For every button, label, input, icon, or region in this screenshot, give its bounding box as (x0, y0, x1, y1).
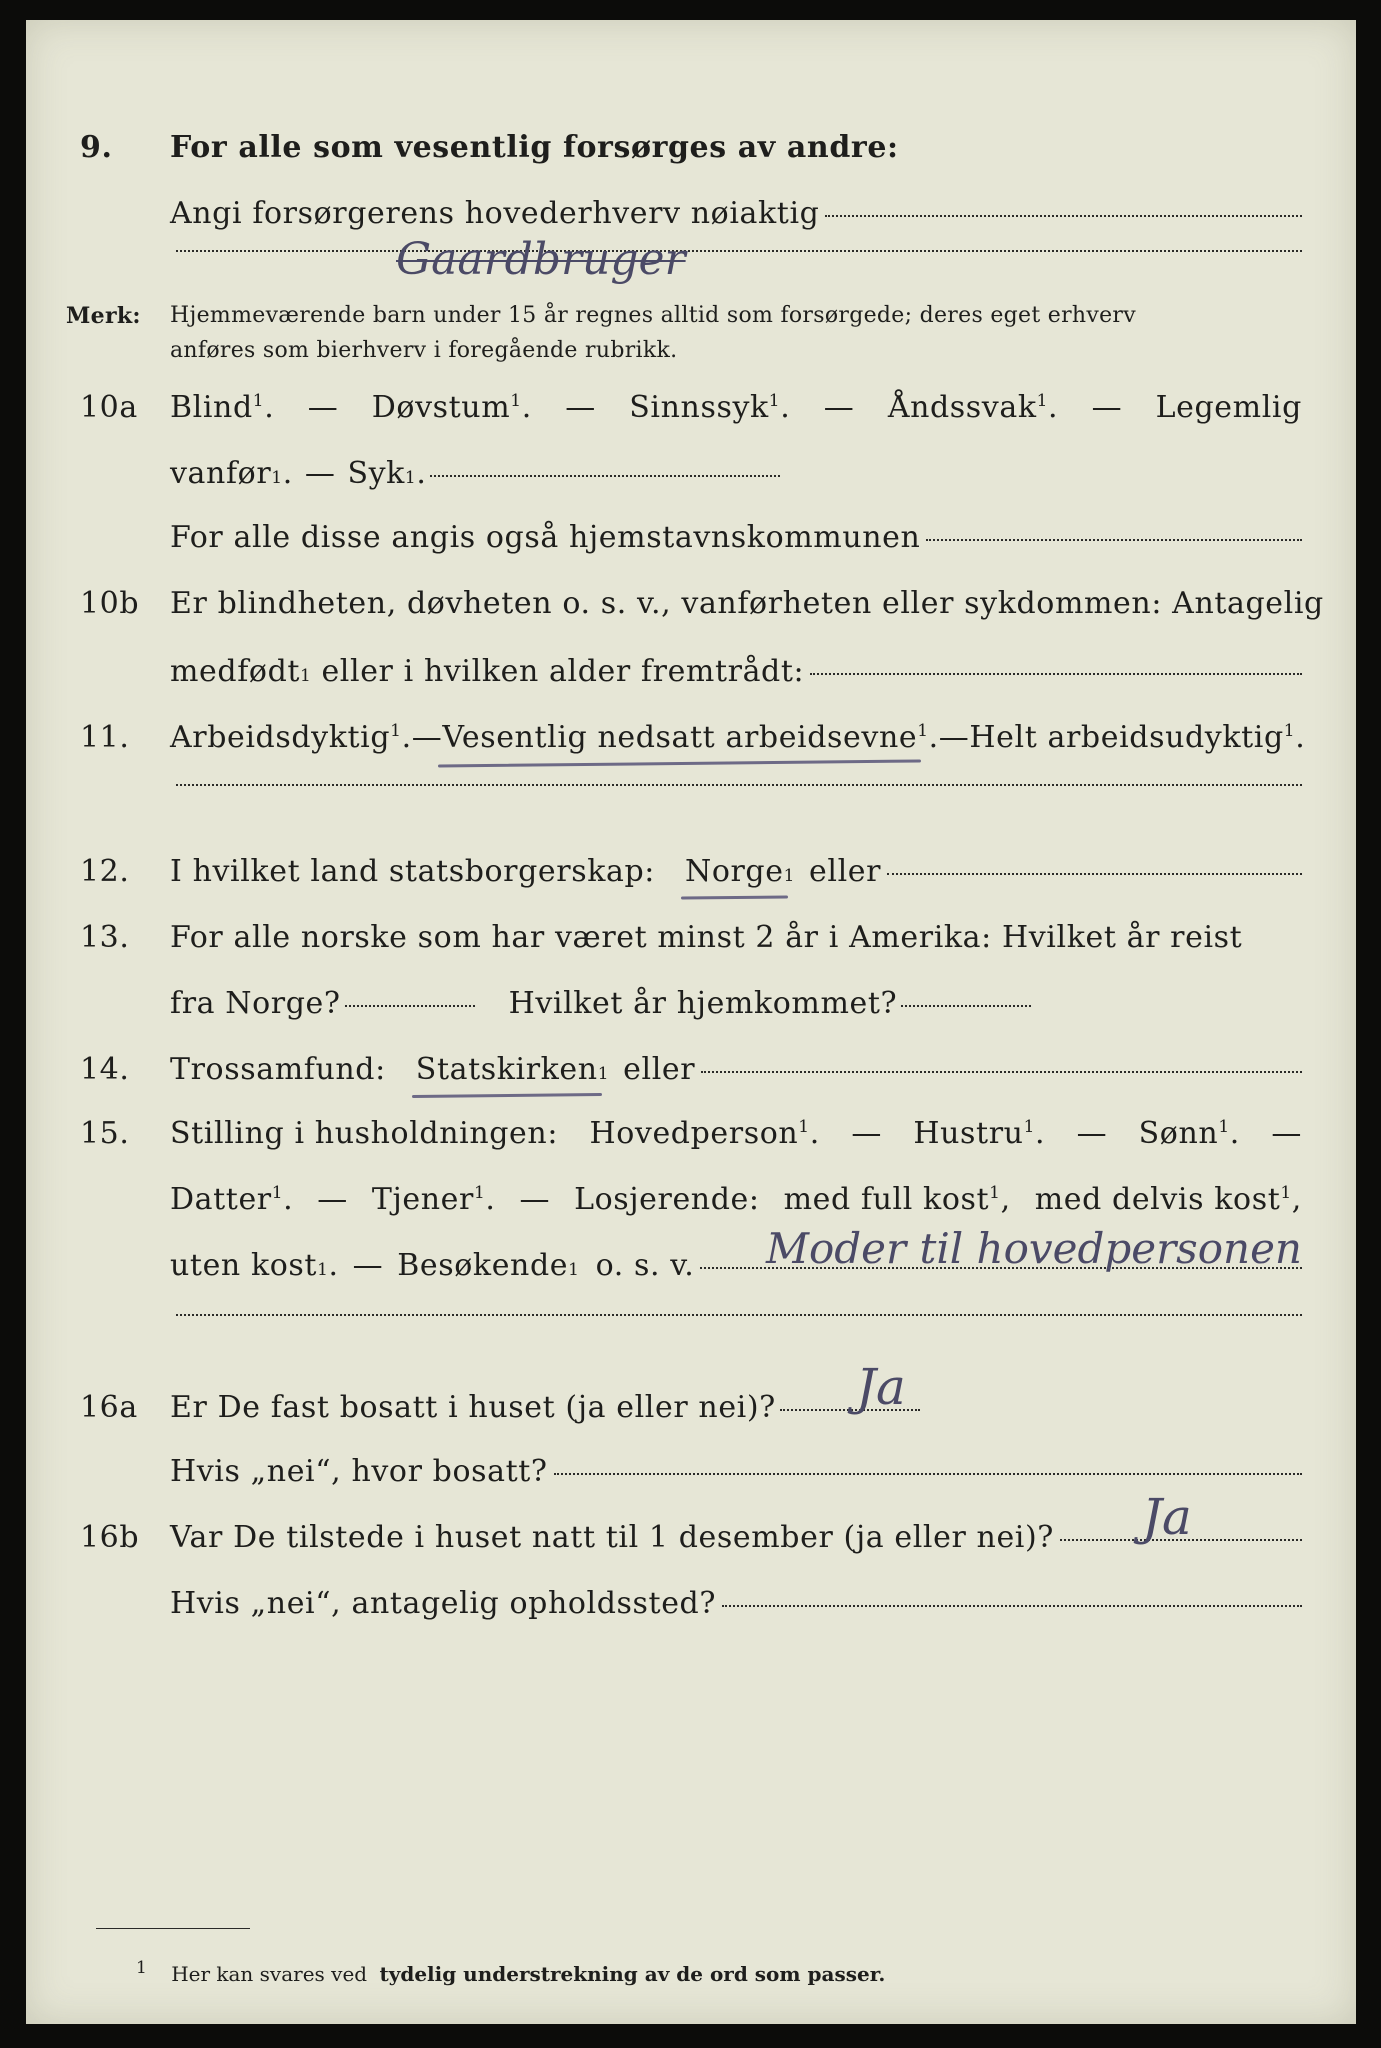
answer-line (176, 784, 1302, 786)
period: . (401, 720, 412, 755)
dash: — (304, 456, 336, 491)
dash: — (317, 1182, 348, 1217)
item-10b-line-1: Er blindheten, døvheten o. s. v., vanførheten eller sykdommen: Antagelig (170, 586, 1324, 621)
footnote-mark: 1 (271, 1183, 284, 1203)
option-andssvak: Åndssvak (887, 390, 1037, 425)
item-16b-nei-label: Hvis „nei“, antagelig opholdssted? (170, 1586, 717, 1621)
option-losjerende: Losjerende: (574, 1182, 760, 1217)
osv-label: o. s. v. (595, 1248, 695, 1283)
item-number: 12. (80, 854, 130, 889)
dash: — (1271, 1116, 1302, 1151)
option-uten-kost: uten kost (170, 1248, 318, 1283)
period: . (809, 1116, 820, 1151)
footnote-text-a: Her kan svares ved (171, 1962, 368, 1986)
item-number: 9. (80, 130, 113, 165)
footnote-mark: 1 (252, 391, 265, 411)
dash: — (938, 720, 970, 755)
item-14-label: Trossamfund: (170, 1052, 386, 1087)
period: . (1035, 1116, 1046, 1151)
dash: — (1076, 1116, 1108, 1151)
footnote-rule (96, 1928, 250, 1929)
item-number: 16b (80, 1520, 140, 1555)
item-10b-line-2: eller i hvilken alder fremtrådt: (321, 654, 805, 689)
hjemstavn-label: For alle disse angis også hjemstavnskommunen (170, 520, 921, 555)
footnote-mark: 1 (136, 1958, 147, 1979)
option-helt-udyktig: Helt arbeidsudyktig (969, 720, 1284, 755)
option-hustru: Hustru (913, 1116, 1024, 1151)
merk-line-1: Hjemmeværende barn under 15 år regnes alltid som forsørgede; deres eget erhverv (170, 303, 1136, 328)
dash: — (1091, 390, 1123, 425)
answer-line (722, 1605, 1302, 1607)
item-16a-nei-label: Hvis „nei“, hvor bosatt? (170, 1454, 548, 1489)
footnote-mark: 1 (1023, 1117, 1035, 1137)
period: . (283, 1182, 294, 1217)
period: . (416, 456, 427, 491)
item-number: 16a (80, 1390, 138, 1425)
footnote-mark: 1 (473, 1183, 486, 1203)
option-vesentlig-nedsatt: Vesentlig nedsatt arbeidsevne (442, 720, 918, 755)
item-15-label: Stilling i husholdningen: (170, 1116, 559, 1151)
dash: — (565, 390, 596, 425)
dash: — (851, 1116, 882, 1151)
period: . (1229, 1116, 1240, 1151)
item-number: 14. (80, 1052, 130, 1087)
answer-line (176, 1314, 1302, 1316)
period: . (1295, 720, 1306, 755)
item-number: 11. (80, 720, 130, 755)
option-medfodt: medfødt (170, 654, 301, 689)
item-16b-label: Var De tilstede i huset natt til 1 desember (ja eller nei)? (170, 1520, 1054, 1555)
item-number: 13. (80, 920, 130, 955)
footnote-mark: 1 (989, 1183, 1001, 1203)
dash: — (823, 390, 855, 425)
item-number: 10a (80, 390, 138, 425)
item-13-line-1: For alle norske som har været minst 2 år i Amerika: Hvilket år reist (170, 920, 1243, 955)
handwritten-answer-15: Moder til hovedpersonen (766, 1224, 1302, 1273)
period: . (521, 390, 532, 425)
answer-line (554, 1473, 1302, 1475)
option-hovedperson: Hovedperson (589, 1116, 799, 1151)
handwritten-answer-16b: Ja (1142, 1488, 1192, 1546)
option-syk: Syk (347, 456, 405, 491)
item-9-label: Angi forsørgerens hovederhverv nøiaktig (170, 196, 820, 231)
answer-line (901, 1005, 1031, 1007)
period: . (1048, 390, 1059, 425)
dash: — (307, 390, 339, 425)
eller-label: eller (809, 854, 882, 889)
option-full-kost: med full kost (783, 1182, 990, 1217)
option-dovstum: Døvstum (371, 390, 511, 425)
answer-line (176, 250, 1302, 252)
period: . (328, 1248, 339, 1283)
footnote-mark: 1 (510, 391, 522, 411)
footnote-text-b: tydelig understrekning av de ord som passer. (379, 1962, 886, 1986)
option-sinnssyk: Sinnssyk (629, 390, 769, 425)
answer-line (430, 475, 780, 477)
option-besokende: Besøkende (397, 1248, 569, 1283)
option-arbeidsdyktig: Arbeidsdyktig (170, 720, 391, 755)
footnote-mark: 1 (1036, 391, 1049, 411)
option-vanfor: vanfør (170, 456, 272, 491)
census-form-page: 9. For alle som vesentlig forsørges av andre: Angi forsørgerens hovederhverv nøiaktig Gaardbruger Merk: Hjemmeværende barn under 15 år regnes alltid som forsørgede; deres eget erhverv anføres som bierhverv i foregående rubrikk. 10a Blind$^1$. — Døvstum$^1$. — Sinnssyk$^1$. — Åndssvak$^1$. — Legemlig vanfør 1 . — Syk 1 . For alle disse angis også hjemstavnskommunen 10b Er blindheten, døvheten o. s. v., vanførheten eller sykdommen: Antagelig medfødt 1 eller i hvilken alder fremtrådt: 11. Arbeidsdyktig$^1$. — Vesentlig nedsatt arbeidsevne$^1$. — Helt arbeidsudyktig$^1$. 12. I hvilket land statsborgerskap: Norge 1 eller 13. For alle norske som har været minst 2 år i Amerika: Hvilket år reist fra Norge? Hvilket år hjemkommet? 14. Trossamfund: Statskirken 1 eller 15. Stilling i husholdningen: Hovedperson$^1$. — Hustru$^1$. — Sønn$^1$. — Datter$^1$. — Tjener$^1$. — Losjerende: med full kost$^1$, med delvis kost$^1$, uten kost 1 . — Besøkende 1 o. s. v. Moder til hovedpersonen 16a Er De fast bosatt i huset (ja eller nei)? Ja Hvis „nei“, hvor bosatt? 16b Var De tilstede i huset natt til 1 desember (ja eller nei)? Ja Hvis „nei“, antagelig opholdssted? $^1$ Her kan svares ved tydelig understrekning av de ord som passer. (26, 20, 1356, 2024)
item-16a-label: Er De fast bosatt i huset (ja eller nei)? (170, 1390, 776, 1425)
period: . (282, 456, 293, 491)
handwritten-answer-9: Gaardbruger (396, 234, 686, 285)
answer-line (926, 539, 1302, 541)
answer-line (701, 1071, 1302, 1073)
answer-line (345, 1005, 475, 1007)
item-number: 10b (80, 586, 140, 621)
option-statskirken: Statskirken (415, 1052, 598, 1087)
item-number: 15. (80, 1116, 130, 1151)
footnote-mark: 1 (1280, 1183, 1292, 1203)
merk-line-2: anføres som bierhverv i foregående rubrikk. (170, 338, 678, 363)
footnote-mark: 1 (390, 721, 402, 741)
footnote-mark: 1 (768, 391, 781, 411)
merk-label: Merk: (66, 303, 141, 329)
footnote-mark: 1 (917, 721, 929, 741)
option-tjener: Tjener (371, 1182, 474, 1217)
eller-label: eller (623, 1052, 696, 1087)
option-norge: Norge (684, 854, 784, 889)
answer-line (810, 673, 1302, 675)
period: . (264, 390, 275, 425)
answer-line (825, 215, 1302, 217)
footnote (136, 1958, 886, 1986)
period: . (780, 390, 791, 425)
reist-label: fra Norge? (170, 986, 341, 1021)
item-9-title: For alle som vesentlig forsørges av andre: (170, 130, 899, 165)
dash: — (411, 720, 443, 755)
footnote-mark: 1 (1283, 721, 1296, 741)
dash: — (519, 1182, 551, 1217)
option-legemlig: Legemlig (1155, 390, 1302, 425)
option-blind: Blind (170, 390, 253, 425)
hjemkommet-label: Hvilket år hjemkommet? (508, 986, 898, 1021)
footnote-mark: 1 (1218, 1117, 1230, 1137)
period: . (485, 1182, 496, 1217)
item-12-label: I hvilket land statsborgerskap: (170, 854, 655, 889)
handwritten-answer-16a: Ja (856, 1358, 906, 1416)
period: . (928, 720, 939, 755)
dash: — (352, 1248, 384, 1283)
option-delvis-kost: med delvis kost (1034, 1182, 1281, 1217)
answer-line (887, 873, 1302, 875)
footnote-mark: 1 (798, 1117, 810, 1137)
option-sonn: Sønn (1138, 1116, 1219, 1151)
option-datter: Datter (170, 1182, 272, 1217)
